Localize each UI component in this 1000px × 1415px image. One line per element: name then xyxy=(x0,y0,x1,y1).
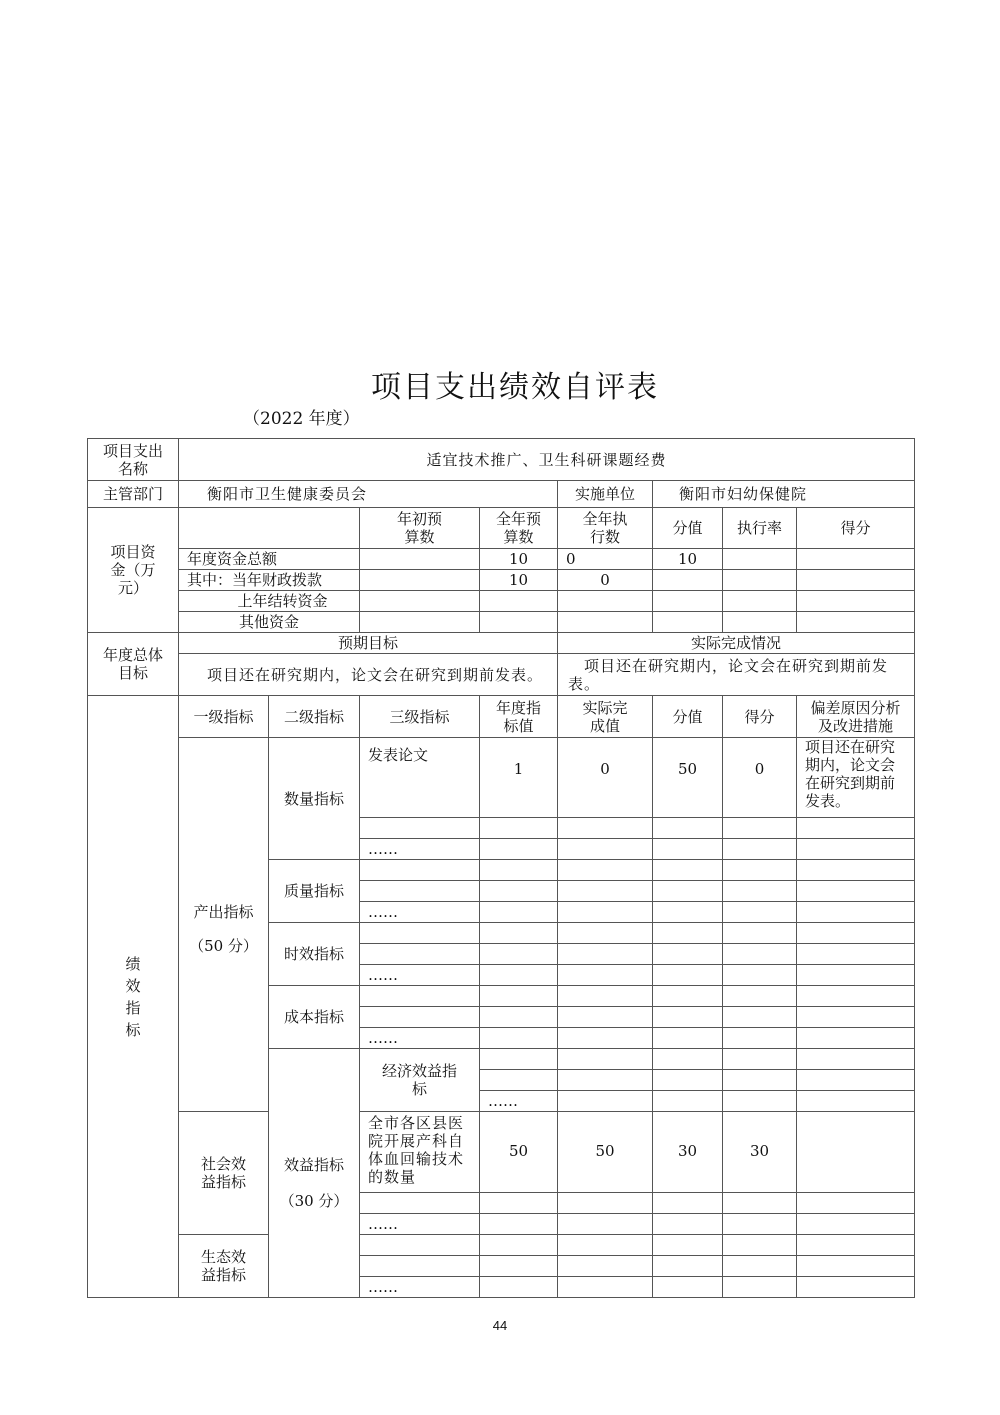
funds-row-label: 其他资金 xyxy=(179,612,360,633)
page-title: 项目支出绩效自评表 xyxy=(371,370,659,405)
funds-cell xyxy=(558,591,653,612)
funds-cell xyxy=(723,549,797,570)
funds-row xyxy=(88,570,915,591)
funds-cell xyxy=(653,612,723,633)
perf-header: 年度指标值 xyxy=(480,696,558,738)
funds-header: 分值 xyxy=(653,508,723,549)
funds-row xyxy=(88,612,915,633)
perf-header: 二级指标 xyxy=(269,696,360,738)
indicator-score: 0 xyxy=(723,738,797,818)
indicator-reason: 项目还在研究期内，论文会在研究到期前发表。 xyxy=(797,738,915,818)
perf-header: 一级指标 xyxy=(179,696,269,738)
funds-cell xyxy=(653,570,723,591)
indicator-row xyxy=(88,1112,915,1193)
perf-header: 得分 xyxy=(723,696,797,738)
perf-header: 偏差原因分析及改进措施 xyxy=(797,696,915,738)
funds-header-row xyxy=(88,508,915,549)
funds-cell: 0 xyxy=(558,549,653,570)
ellipsis: …… xyxy=(360,1214,480,1235)
funds-cell xyxy=(480,612,558,633)
goal-header-row xyxy=(88,633,915,654)
social-indicator: 社会效益指标 xyxy=(179,1112,269,1235)
funds-cell xyxy=(723,612,797,633)
project-name-value: 适宜技术推广、卫生科研课题经费 xyxy=(179,439,915,481)
funds-row-label: 上年结转资金 xyxy=(179,591,360,612)
dept-label: 主管部门 xyxy=(88,481,179,508)
expected-header: 预期目标 xyxy=(179,633,558,654)
ellipsis: …… xyxy=(360,1028,480,1049)
ellipsis: …… xyxy=(360,839,480,860)
ellipsis: …… xyxy=(360,965,480,986)
timeliness-indicator: 时效指标 xyxy=(269,923,360,986)
ellipsis: …… xyxy=(360,1277,480,1298)
perf-header: 三级指标 xyxy=(360,696,480,738)
perf-header: 分值 xyxy=(653,696,723,738)
output-score: （50 分） xyxy=(189,936,258,955)
indicator-name: 发表论文 xyxy=(360,738,480,818)
funds-header: 得分 xyxy=(797,508,915,549)
indicator-actual: 0 xyxy=(558,738,653,818)
funds-cell xyxy=(360,549,480,570)
funds-row-label: 年度资金总额 xyxy=(179,549,360,570)
actual-goal: 项目还在研究期内，论文会在研究到期前发表。 xyxy=(558,654,915,696)
indicator-score: 30 xyxy=(723,1112,797,1193)
goal-label: 年度总体目标 xyxy=(88,633,179,696)
funds-cell xyxy=(797,591,915,612)
funds-cell xyxy=(797,549,915,570)
perf-label xyxy=(88,696,179,1298)
benefit-score: （30 分） xyxy=(279,1192,349,1210)
quantity-indicator: 数量指标 xyxy=(269,738,360,860)
funds-cell xyxy=(723,591,797,612)
indicator-actual: 50 xyxy=(558,1112,653,1193)
funds-cell xyxy=(723,570,797,591)
expected-goal: 项目还在研究期内，论文会在研究到期前发表。 xyxy=(179,654,558,696)
quality-indicator: 质量指标 xyxy=(269,860,360,923)
indicator-name: 全市各区县医院开展产科自体血回输技术的数量 xyxy=(360,1112,480,1193)
funds-header: 年初预算数 xyxy=(360,508,480,549)
indicator-row xyxy=(88,1235,915,1256)
funds-cell xyxy=(360,591,480,612)
indicator-target: 50 xyxy=(480,1112,558,1193)
perf-header: 实际完成值 xyxy=(558,696,653,738)
funds-cell: 10 xyxy=(480,570,558,591)
funds-header: 全年执行数 xyxy=(558,508,653,549)
actual-header: 实际完成情况 xyxy=(558,633,915,654)
funds-header: 全年预算数 xyxy=(480,508,558,549)
funds-cell xyxy=(480,591,558,612)
ecological-indicator: 生态效益指标 xyxy=(179,1235,269,1298)
indicator-points: 30 xyxy=(653,1112,723,1193)
funds-cell xyxy=(797,612,915,633)
funds-cell xyxy=(558,612,653,633)
funds-header: 执行率 xyxy=(723,508,797,549)
funds-cell: 10 xyxy=(653,549,723,570)
department-row xyxy=(88,481,915,508)
ellipsis: …… xyxy=(360,902,480,923)
cost-indicator: 成本指标 xyxy=(269,986,360,1049)
dept-value: 衡阳市卫生健康委员会 xyxy=(179,481,558,508)
funds-label: 项目资金（万元） xyxy=(88,508,179,633)
benefit-label xyxy=(269,1049,360,1298)
funds-cell xyxy=(360,570,480,591)
funds-row xyxy=(88,591,915,612)
performance-table xyxy=(87,438,915,1298)
project-name-label: 项目支出名称 xyxy=(88,439,179,481)
impl-label: 实施单位 xyxy=(558,481,653,508)
economic-indicator: 经济效益指标 xyxy=(360,1049,480,1112)
funds-cell: 10 xyxy=(480,549,558,570)
funds-cell xyxy=(797,570,915,591)
indicator-points: 50 xyxy=(653,738,723,818)
ellipsis: …… xyxy=(480,1091,558,1112)
perf-header-row xyxy=(88,696,915,738)
output-label-text: 产出指标 xyxy=(193,902,254,921)
report-year: （2022 年度） xyxy=(243,409,360,429)
indicator-row xyxy=(88,738,915,818)
perf-label-text: 绩 效 指 标 xyxy=(125,954,141,1039)
benefit-label-text: 效益指标 xyxy=(283,1156,344,1174)
indicator-target: 1 xyxy=(480,738,558,818)
impl-value: 衡阳市妇幼保健院 xyxy=(653,481,915,508)
funds-cell: 0 xyxy=(558,570,653,591)
project-name-row xyxy=(88,439,915,481)
funds-cell xyxy=(360,612,480,633)
page-number: 44 xyxy=(492,1318,508,1333)
funds-row xyxy=(88,549,915,570)
goal-row xyxy=(88,654,915,696)
funds-row-label: 其中：当年财政拨款 xyxy=(179,570,360,591)
funds-cell xyxy=(653,591,723,612)
output-label xyxy=(179,738,269,1112)
